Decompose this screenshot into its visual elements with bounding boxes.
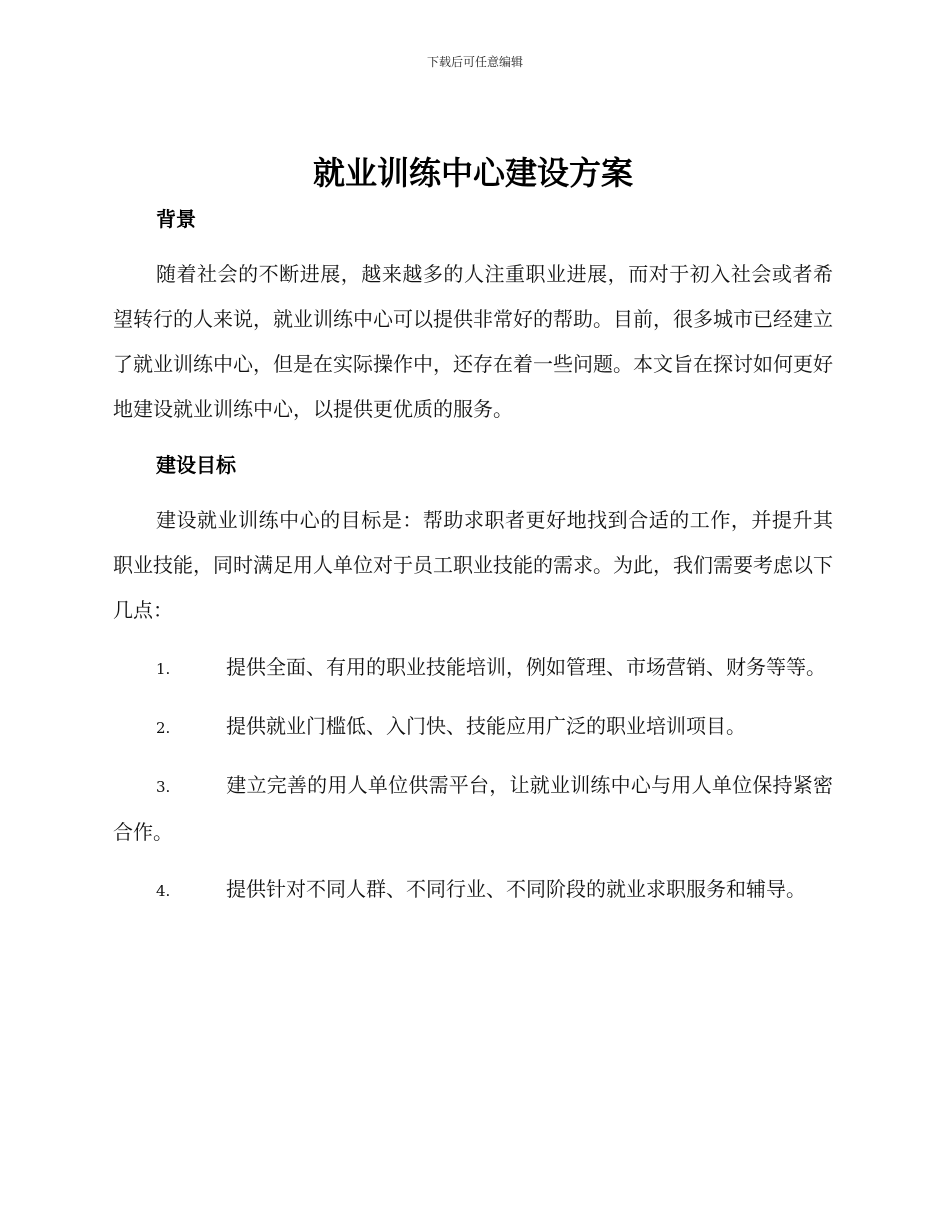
list-item-text: 提供针对不同人群、不同行业、不同阶段的就业求职服务和辅导。 xyxy=(226,877,806,901)
list-item-number: 1. xyxy=(156,660,171,678)
list-item-number: 2. xyxy=(156,719,171,737)
section-heading-background: 背景 xyxy=(156,207,196,231)
document-title: 就业训练中心建设方案 xyxy=(312,154,633,192)
list-item-number: 3. xyxy=(156,778,171,796)
list-item-number: 4. xyxy=(156,882,171,900)
list-item-text: 建立完善的用人单位供需平台，让就业训练中心与用人单位保持紧密合作。 xyxy=(113,773,833,844)
list-item-text: 提供全面、有用的职业技能培训，例如管理、市场营销、财务等等。 xyxy=(226,655,826,679)
section-heading-goals: 建设目标 xyxy=(156,453,236,477)
background-paragraph: 随着社会的不断进展，越来越多的人注重职业进展，而对于初入社会或者希望转行的人来说，就业训练中心可以提供非常好的帮助。目前，很多城市已经建立了就业训练中心，但是在实际操作中，还存在着一些问题。本文旨在探讨如何更好地建设就业训练中心，以提供更优质的服务。 xyxy=(113,262,833,421)
list-item xyxy=(113,645,833,692)
list-item xyxy=(113,867,833,914)
document-body xyxy=(113,150,833,914)
list-item xyxy=(113,704,833,751)
goals-paragraph: 建设就业训练中心的目标是：帮助求职者更好地找到合适的工作，并提升其职业技能，同时满足用人单位对于员工职业技能的需求。为此，我们需要考虑以下几点： xyxy=(113,508,833,622)
list-item-text: 提供就业门槛低、入门快、技能应用广泛的职业培训项目。 xyxy=(226,714,746,738)
list-item xyxy=(113,763,833,855)
page-header-note: 下载后可任意编辑 xyxy=(426,55,523,69)
